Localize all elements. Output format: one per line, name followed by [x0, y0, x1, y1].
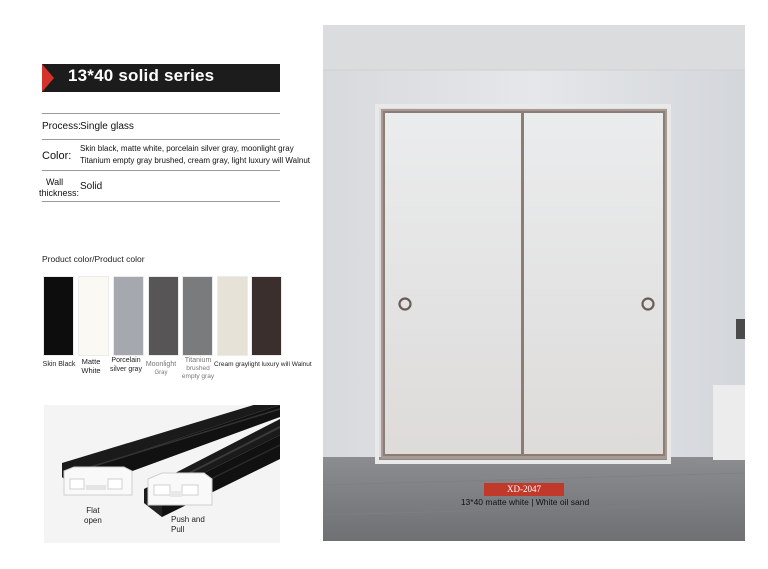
- swatch-label-porcelain: Porcelain silver gray: [110, 357, 142, 373]
- push-pull-label: Push and Pull: [171, 515, 205, 534]
- swatch-label-matte-white: Matte White: [81, 357, 101, 375]
- swatch-porcelain-silver-gray: [114, 277, 143, 355]
- swatch-skin-black: [44, 277, 73, 355]
- swatch-titanium-brushed: [183, 277, 212, 355]
- spec-divider: [42, 139, 280, 140]
- wall-label-line1: Wall: [46, 177, 64, 187]
- swatch-label-moonlight: Moonlight Gray: [145, 361, 177, 376]
- aluminum-profile-image: [44, 405, 280, 543]
- swatch-label-cream-gray: Cream gray: [214, 361, 248, 368]
- swatch-label-skin-black: Skin Black: [42, 361, 76, 368]
- profile-illustration: [44, 405, 280, 543]
- spec-divider: [42, 201, 280, 202]
- wall-value: Solid: [80, 181, 103, 192]
- swatch-cream-gray: [218, 277, 247, 355]
- swatch-walnut: [252, 277, 281, 355]
- product-photo: [323, 25, 745, 541]
- color-value-line2: Titanium empty gray brushed, cream gray, light luxury will Walnut: [80, 156, 311, 165]
- photo-caption: 13*40 matte white | White oil sand: [460, 497, 590, 507]
- spec-divider: [42, 170, 280, 171]
- swatch-label-walnut: light luxury will Walnut: [248, 361, 312, 368]
- color-value-line1: Skin black, matte white, porcelain silver gray, moonlight gray: [80, 144, 294, 153]
- model-badge: XD-2047: [484, 483, 564, 496]
- wall-label-line2: thickness:: [39, 188, 80, 198]
- title-arrow-icon: [42, 64, 54, 92]
- swatch-moonlight-gray: [149, 277, 178, 355]
- page-title: 13*40 solid series: [68, 66, 215, 85]
- swatch-label-titanium: Titanium brushed empty gray: [181, 357, 215, 380]
- flat-open-label: Flat open: [84, 506, 102, 525]
- process-value: Single glass: [80, 121, 134, 132]
- product-color-heading: Product color/Product color: [42, 254, 145, 264]
- color-label: Color:: [42, 150, 72, 162]
- sliding-door-scene: [323, 25, 745, 541]
- process-label: Process:: [42, 121, 81, 132]
- spec-divider: [42, 113, 280, 114]
- swatch-matte-white: [79, 277, 108, 355]
